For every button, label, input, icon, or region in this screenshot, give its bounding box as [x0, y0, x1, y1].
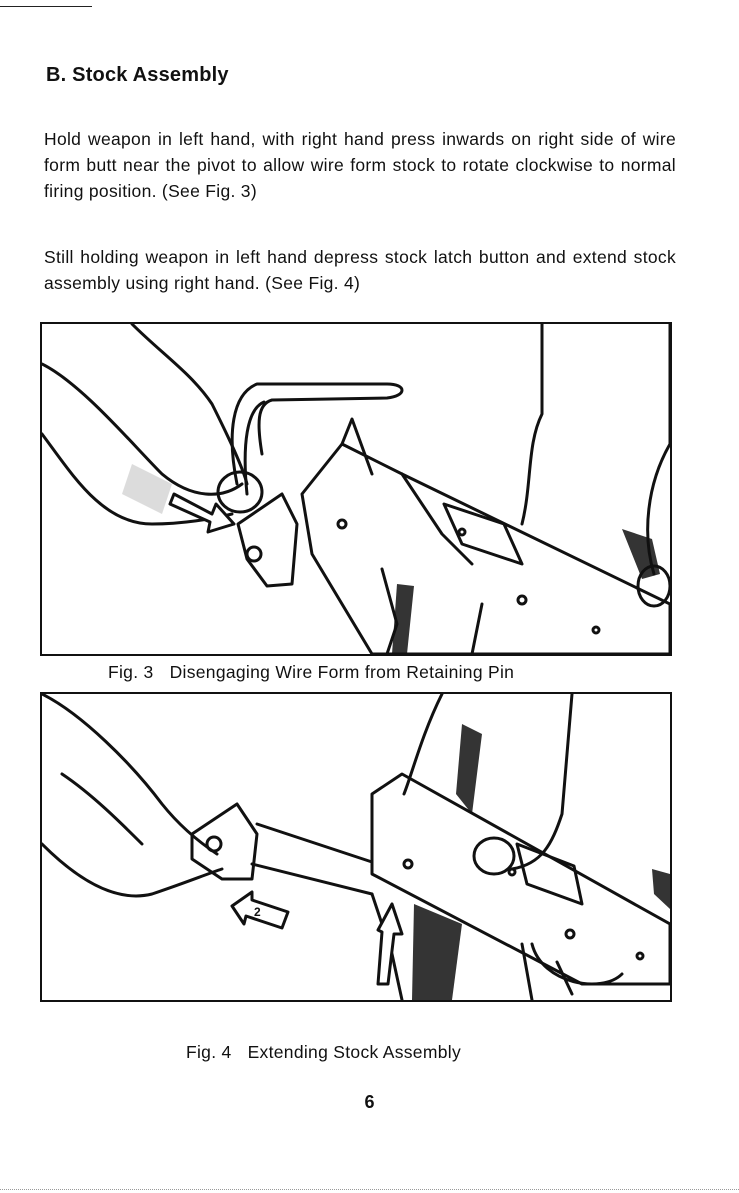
bottom-rule	[0, 1189, 739, 1190]
paragraph-extend-stock: Still holding weapon in left hand depress stock latch button and extend stock assembly using right hand. (See Fig. 4)	[44, 247, 676, 293]
top-rule	[0, 6, 92, 7]
figure-3-caption	[108, 662, 514, 683]
figure-4-drawing	[42, 694, 670, 1000]
figure-4-illustration	[40, 692, 672, 1002]
paragraph-rotate-stock: Hold weapon in left hand, with right hand press inwards on right side of wire form butt near the pivot to allow wire form stock to rotate clockwise to normal firing position. (See Fig. 3)	[44, 129, 676, 201]
figure-3-drawing	[42, 324, 670, 654]
page-number: 6	[364, 1092, 375, 1112]
figure-4-label: Fig. 4	[186, 1042, 232, 1062]
figure-3-illustration	[40, 322, 672, 656]
section-heading: B. Stock Assembly	[46, 64, 229, 86]
figure-4-caption	[186, 1042, 461, 1063]
figure-3-caption-text: Disengaging Wire Form from Retaining Pin	[169, 662, 515, 682]
figure-3-label: Fig. 3	[108, 662, 154, 682]
figure-4-arrow-number: 2	[254, 905, 261, 919]
figure-4-caption-text: Extending Stock Assembly	[247, 1042, 461, 1062]
